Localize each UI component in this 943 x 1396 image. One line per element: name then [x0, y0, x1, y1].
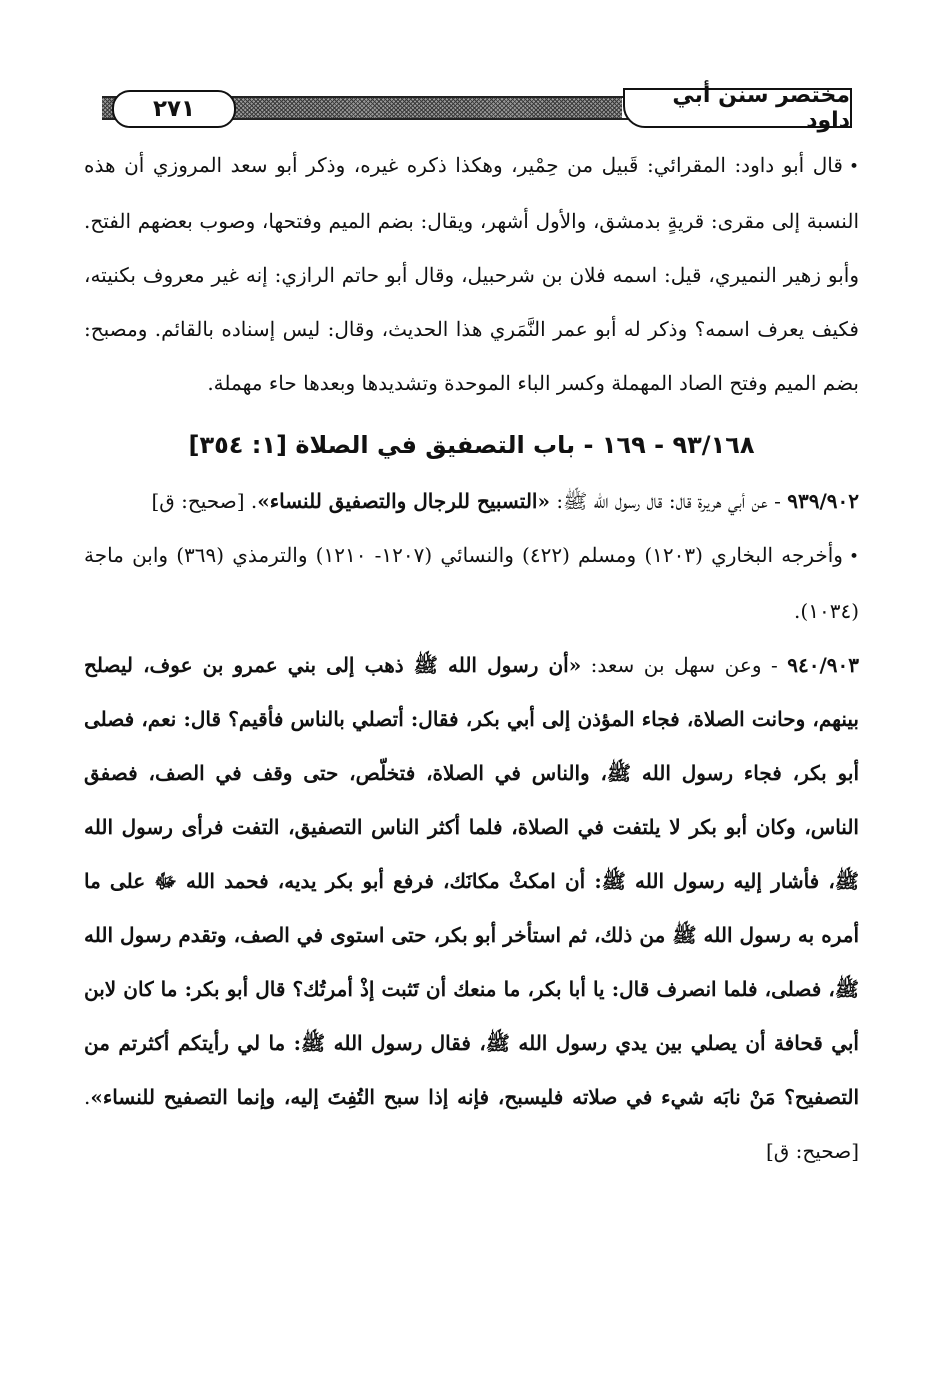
- commentary-note-1: [84, 138, 859, 410]
- bullet-icon: •: [848, 157, 859, 177]
- bullet-icon: •: [848, 547, 859, 567]
- commentary-text: قال أبو داود: المقرائي: قَبيل من حِمْير، وهكذا ذكره غيره، وذكر أبو سعد المروزي أن هذه النسبة إلى مقرى: قريةٍ بدمشق، والأول أشهر، ويقال: بضم الميم وفتحها، وصوب بعضهم الفتح. وأبو زهير النميري، قيل: اسمه فلان بن شرحبيل، وقال أبو حاتم الرازي: إنه غير معروف بكنيته، فكيف يعرف اسمه؟ وذكر له أبو عمر النَّمَري هذا الحديث، وقال: ليس إسناده بالقائم. ومصبح: بضم الميم وفتح الصاد المهملة وكسر الباء الموحدة وتشديدها وبعدها حاء مهملة.: [84, 153, 859, 395]
- commentary-note-2: [84, 528, 859, 638]
- hadith-grade: . [صحيح: ق]: [84, 1085, 859, 1163]
- hadith-number: ٩٤٠/٩٠٣: [787, 653, 859, 677]
- hadith-number: ٩٣٩/٩٠٢: [787, 489, 859, 513]
- takhrij-text: وأخرجه البخاري (١٢٠٣) ومسلم (٤٢٢) والنسائي (١٢٠٧- ١٢١٠) والترمذي (٣٦٩) وابن ماجة (١٠٣٤).: [84, 543, 859, 623]
- hadith-matn: «أن رسول الله ﷺ ذهب إلى بني عمرو بن عوف، ليصلح بينهم، وحانت الصلاة، فجاء المؤذن إلى أبي بكر، فقال: أتصلي بالناس فأقيم؟ قال: نعم، فصلى أبو بكر، فجاء رسول الله ﷺ، والناس في الصلاة، فتخلّص، حتى وقف في الصف، فصفق الناس، وكان أبو بكر لا يلتفت في الصلاة، فلما أكثر الناس التصفيق، التفت فرأى رسول الله ﷺ، فأشار إليه رسول الله ﷺ: أن امكثْ مكانَك، فرفع أبو بكر يديه، فحمد الله ﷻ على ما أمره به رسول الله ﷺ من ذلك، ثم استأخر أبو بكر، حتى استوى في الصف، وتقدم رسول الله ﷺ، فصلى، فلما انصرف قال: يا أبا بكر، ما منعك أن تَثبت إذْ أمرتُك؟ قال أبو بكر: ما كان لابن أبي قحافة أن يصلي بين يدي رسول الله ﷺ، فقال رسول الله ﷺ: ما لي رأيتكم أكثرتم من التصفيح؟ مَنْ نابَه شيء في صلاته فليسبح، فإنه إذا سبح التُفِتَ إليه، وإنما التصفيح للنساء»: [84, 653, 860, 1109]
- page-body: [84, 138, 859, 1178]
- running-header: [92, 83, 852, 133]
- hadith-940: [84, 638, 859, 1178]
- chapter-heading: ٩٣/١٦٨ - ١٦٩ - باب التصفيق في الصلاة [١: ٣٥٤]: [188, 431, 755, 459]
- hadith-grade: . [صحيح: ق]: [151, 489, 258, 513]
- book-title: مختصر سنن أبي داود: [623, 88, 852, 128]
- hadith-matn: «التسبيح للرجال والتصفيق للنساء»: [257, 489, 550, 513]
- page-number: ٢٧١: [112, 90, 236, 128]
- hadith-intro: - عن أبي هريرة قال: قال رسول الله ﷺ:: [549, 489, 788, 513]
- hadith-939: [84, 474, 859, 528]
- hadith-intro: - وعن سهل بن سعد:: [581, 653, 788, 677]
